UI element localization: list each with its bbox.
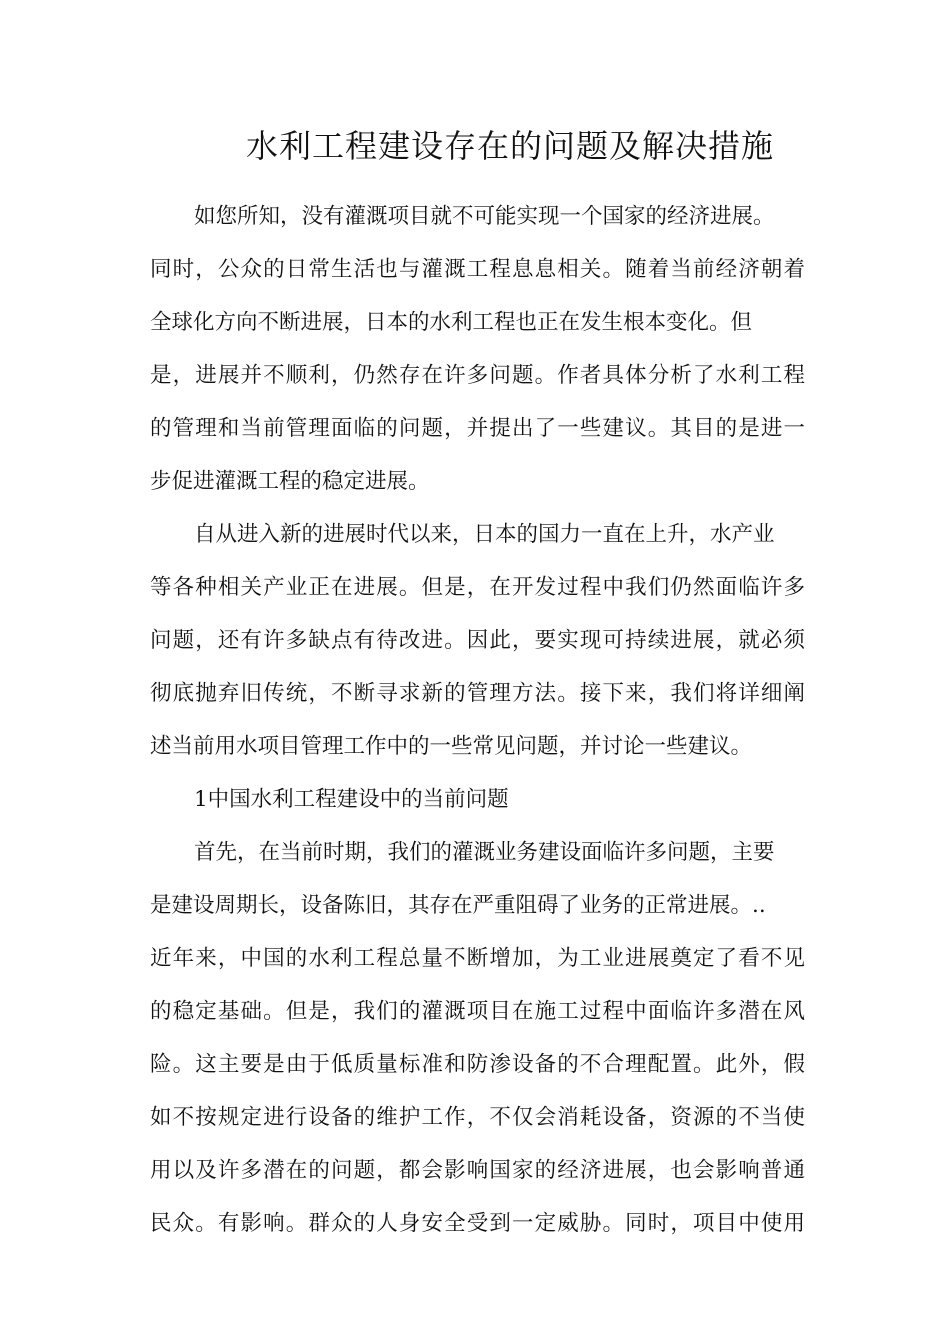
text-line: 步促进灌溉工程的稳定进展。 xyxy=(150,469,430,494)
text-line: 首先，在当前时期，我们的灌溉业务建设面临许多问题，主要 xyxy=(194,840,775,865)
text-line: 述当前用水项目管理工作中的一些常见问题，并讨论一些建议。 xyxy=(150,734,753,759)
text-line: 同时，公众的日常生活也与灌溉工程息息相关。随着当前经济朝着 xyxy=(150,257,805,282)
text-line: 全球化方向不断进展，日本的水利工程也正在发生根本变化。但 xyxy=(150,310,753,335)
document-body xyxy=(150,190,805,1250)
text-line: 民众。有影响。群众的人身安全受到一定威胁。同时，项目中使用 xyxy=(150,1211,805,1236)
text-line: 问题，还有许多缺点有待改进。因此，要实现可持续进展，就必须 xyxy=(150,628,805,653)
text-line: 是建设周期长，设备陈旧，其存在严重阻碍了业务的正常进展。.. xyxy=(150,893,766,918)
text-line: 用以及许多潜在的问题，都会影响国家的经济进展，也会影响普通 xyxy=(150,1158,805,1183)
document-title: 水利工程建设存在的问题及解决措施 xyxy=(245,127,774,165)
text-line: 彻底抛弃旧传统，不断寻求新的管理方法。接下来，我们将详细阐 xyxy=(150,681,805,706)
section-heading: 1中国水利工程建设中的当前问题 xyxy=(194,787,509,812)
text-line: 如您所知，没有灌溉项目就不可能实现一个国家的经济进展。 xyxy=(194,204,775,229)
text-line: 是，进展并不顺利，仍然存在许多问题。作者具体分析了水利工程 xyxy=(150,363,805,388)
text-line: 自从进入新的进展时代以来，日本的国力一直在上升，水产业 xyxy=(194,522,775,547)
text-line: 的管理和当前管理面临的问题，并提出了一些建议。其目的是进一 xyxy=(150,416,805,441)
text-line: 险。这主要是由于低质量标准和防渗设备的不合理配置。此外，假 xyxy=(150,1052,805,1077)
text-line: 近年来，中国的水利工程总量不断增加，为工业进展奠定了看不见 xyxy=(150,946,805,971)
text-line: 等各种相关产业正在进展。但是，在开发过程中我们仍然面临许多 xyxy=(150,575,805,600)
text-line: 如不按规定进行设备的维护工作，不仅会消耗设备，资源的不当使 xyxy=(150,1105,805,1130)
text-line: 的稳定基础。但是，我们的灌溉项目在施工过程中面临许多潜在风 xyxy=(150,999,805,1024)
